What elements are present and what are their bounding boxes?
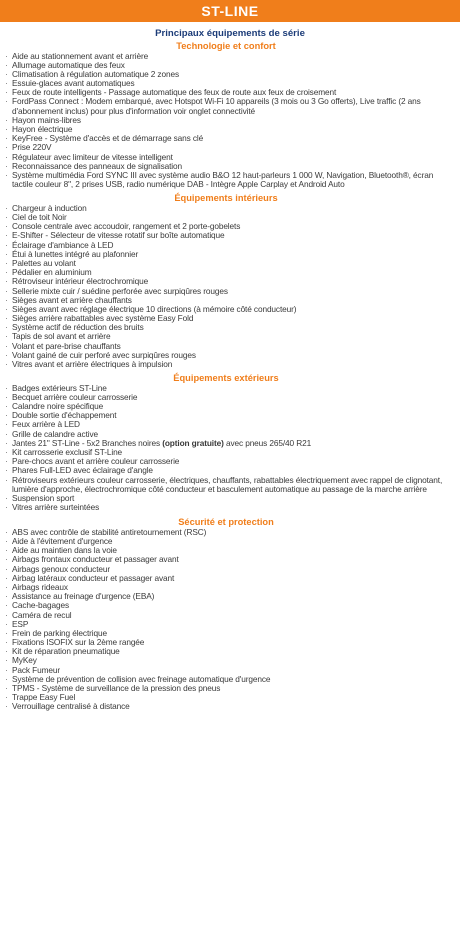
list-item: · Aide au stationnement avant et arrière [4, 52, 448, 61]
list-item: · Prise 220V [4, 143, 448, 152]
list-item: · Becquet arrière couleur carrosserie [4, 393, 448, 402]
list-item: · Pédalier en aluminium [4, 268, 448, 277]
wheels-tyres: avec pneus 265/40 R21 [223, 437, 312, 448]
list-item: · Chargeur à induction [4, 204, 448, 213]
list-item: · Kit de réparation pneumatique [4, 647, 448, 656]
wheels-text: Jantes 21" ST-Line - 5x2 Branches noires [12, 437, 163, 448]
list-item: · Feux arrière à LED [4, 420, 448, 429]
item-list [4, 52, 448, 190]
list-item: · Hayon mains-libres [4, 116, 448, 125]
section-title: Technologie et confort [176, 41, 276, 51]
list-item: · Trappe Easy Fuel [4, 693, 448, 702]
section-exterior-equipment [4, 373, 448, 512]
list-item: · MyKey [4, 656, 448, 665]
section-title: Équipements intérieurs [174, 193, 278, 204]
list-item: · Système actif de réduction des bruits [4, 323, 448, 332]
list-item: · Éclairage d'ambiance à LED [4, 241, 448, 250]
list-item: · Airbags frontaux conducteur et passager avant [4, 555, 448, 564]
list-item: · Vitres arrière surteintées [4, 503, 448, 512]
list-item: · Système multimédia Ford SYNC III avec système audio B&O 12 haut-parleurs 1 000 W, Navigation, Bluetooth®, écran tactile couleur 8", 2 prises USB, radio numérique DAB - Intègre Apple Carplay et Android Auto [4, 171, 448, 189]
list-item: · Palettes au volant [4, 259, 448, 268]
list-item: · Cache-bagages [4, 601, 448, 610]
list-item: · Frein de parking électrique [4, 629, 448, 638]
section-interior-equipment [4, 193, 448, 369]
list-item: · Volant et pare-brise chauffants [4, 342, 448, 351]
section-title: Équipements extérieurs [173, 373, 279, 384]
list-item: · Tapis de sol avant et arrière [4, 332, 448, 341]
list-item: · E-Shifter - Sélecteur de vitesse rotatif sur boîte automatique [4, 231, 448, 240]
list-item: · Calandre noire spécifique [4, 402, 448, 411]
list-item: · Suspension sport [4, 494, 448, 503]
list-item: · Grille de calandre active [4, 430, 448, 439]
list-item: · Ciel de toit Noir [4, 213, 448, 222]
list-item: · Badges extérieurs ST-Line [4, 384, 448, 393]
list-item: · Aide à l'évitement d'urgence [4, 537, 448, 546]
list-item: · Fixations ISOFIX sur la 2ème rangée [4, 638, 448, 647]
list-item: · Sièges avant et arrière chauffants [4, 296, 448, 305]
trim-banner: ST-LINE [0, 0, 460, 22]
list-item: · Pack Fumeur [4, 666, 448, 675]
section-safety-protection [4, 517, 448, 711]
list-item: · Régulateur avec limiteur de vitesse intelligent [4, 153, 448, 162]
list-item: · Verrouillage centralisé à distance [4, 702, 448, 711]
list-item: · Caméra de recul [4, 611, 448, 620]
item-list [4, 384, 448, 513]
item-list [4, 204, 448, 369]
list-item: · Essuie-glaces avant automatiques [4, 79, 448, 88]
list-item: · Reconnaissance des panneaux de signalisation [4, 162, 448, 171]
list-item: · Rétroviseurs extérieurs couleur carrosserie, électriques, chauffants, rabattables électriquement avec rappel de clignotant, lumière d'approche, électrochromique côté conducteur et basculement automatique au passage de la marche arrière [4, 476, 448, 494]
list-item: · KeyFree - Système d'accès et de démarrage sans clé [4, 134, 448, 143]
list-item: · Volant gainé de cuir perforé avec surpiqûres rouges [4, 351, 448, 360]
list-item: · Airbags rideaux [4, 583, 448, 592]
list-item: · Kit carrosserie exclusif ST-Line [4, 448, 448, 457]
list-item: · Rétroviseur intérieur électrochromique [4, 277, 448, 286]
list-item: · Double sortie d'échappement [4, 411, 448, 420]
list-item: · ESP [4, 620, 448, 629]
section-technology-comfort [4, 41, 448, 189]
list-item: · Étui à lunettes intégré au plafonnier [4, 250, 448, 259]
list-item: · Vitres avant et arrière électriques à impulsion [4, 360, 448, 369]
list-item: · TPMS - Système de surveillance de la pression des pneus [4, 684, 448, 693]
list-item: · Airbag latéraux conducteur et passager avant [4, 574, 448, 583]
list-item: · Console centrale avec accoudoir, rangement et 2 porte-gobelets [4, 222, 448, 231]
list-item: · Phares Full-LED avec éclairage d'angle [4, 466, 448, 475]
list-item: · Climatisation à régulation automatique 2 zones [4, 70, 448, 79]
section-title: Sécurité et protection [178, 517, 274, 528]
document-subtitle: Principaux équipements de série [155, 28, 305, 39]
list-item: · Assistance au freinage d'urgence (EBA) [4, 592, 448, 601]
list-item: · ABS avec contrôle de stabilité antiretournement (RSC) [4, 528, 448, 537]
list-item: · Airbags genoux conducteur [4, 565, 448, 574]
list-item: · Sellerie mixte cuir / suédine perforée avec surpiqûres rouges [4, 287, 448, 296]
item-list [4, 528, 448, 712]
list-item: · Hayon électrique [4, 125, 448, 134]
list-item: · Système de prévention de collision avec freinage automatique d'urgence [4, 675, 448, 684]
list-item: · FordPass Connect : Modem embarqué, avec Hotspot Wi-Fi 10 appareils (3 mois ou 3 Go offerts), Live traffic (2 ans d'abonnement inclus) pour plus d'information voir onglet connectivité [4, 97, 448, 115]
wheels-option-free: (option gratuite) [162, 437, 224, 448]
equipment-content [0, 41, 460, 712]
list-item: · Sièges avant avec réglage électrique 10 directions (à mémoire côté conducteur) [4, 305, 448, 314]
list-item: · Aide au maintien dans la voie [4, 546, 448, 555]
list-item: · Allumage automatique des feux [4, 61, 448, 70]
list-item: · Sièges arrière rabattables avec système Easy Fold [4, 314, 448, 323]
list-item: · Feux de route intelligents - Passage automatique des feux de route aux feux de croisement [4, 88, 448, 97]
list-item: · Pare-chocs avant et arrière couleur carrosserie [4, 457, 448, 466]
